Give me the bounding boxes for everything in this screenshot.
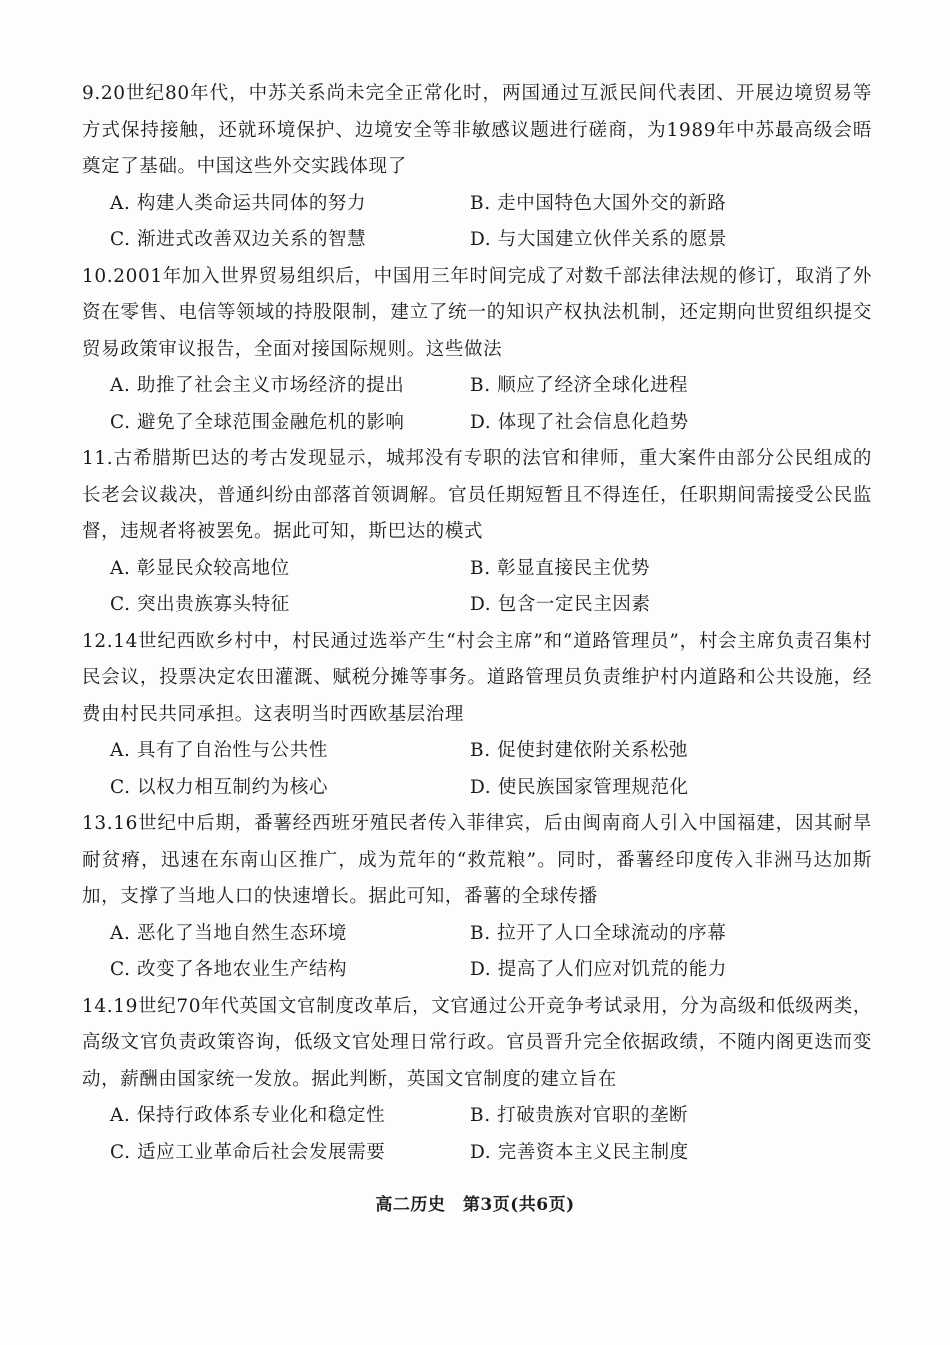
option-row: [110, 405, 872, 442]
question-stem: 13.16世纪中后期，番薯经西班牙殖民者传入菲律宾，后由闽南商人引入中国福建，因其耐旱耐贫瘠，迅速在东南山区推广，成为荒年的“救荒粮”。同时，番薯经印度传入非洲马达加斯加，支撑了当地人口的快速增长。据此可知，番薯的全球传播: [82, 813, 872, 907]
option-d: D. 完善资本主义民主制度: [470, 1141, 689, 1163]
question-stem: 10.2001年加入世界贸易组织后，中国用三年时间完成了对数千部法律法规的修订，取消了外资在零售、电信等领域的持股限制，建立了统一的知识产权执法机制，还定期向世贸组织提交贸易政策审议报告，全面对接国际规则。这些做法: [82, 265, 872, 360]
options: [110, 916, 872, 989]
option-d: D. 体现了社会信息化趋势: [470, 411, 689, 433]
question-stem: 14.19世纪70年代英国文官制度改革后，文官通过公开竞争考试录用，分为高级和低级两类，高级文官负责政策咨询，低级文官处理日常行政。官员晋升完全依据政绩，不随内阁更迭而变动，薪酬由国家统一发放。据此判断，英国文官制度的建立旨在: [82, 995, 872, 1090]
option-b: B. 走中国特色大国外交的新路: [470, 192, 727, 214]
option-row: [110, 733, 872, 770]
options: [110, 368, 872, 441]
option-d: D. 与大国建立伙伴关系的愿景: [470, 229, 727, 250]
option-c: C. 以权力相互制约为核心: [110, 776, 329, 798]
option-b: B. 打破贵族对官职的垄断: [470, 1105, 689, 1126]
question-12: [82, 624, 872, 807]
options: [110, 1098, 872, 1171]
page-footer: 高二历史 第3页(共6页): [375, 1195, 575, 1215]
options: [110, 551, 872, 624]
option-a: A. 保持行政体系专业化和稳定性: [110, 1105, 386, 1126]
question-stem: 9.20世纪80年代，中苏关系尚未完全正常化时，两国通过互派民间代表团、开展边境贸易等方式保持接触，还就环境保护、边境安全等非敏感议题进行磋商，为1989年中苏最高级会晤奠定了基础。中国这些外交实践体现了: [82, 83, 872, 177]
option-row: [110, 222, 872, 259]
option-a: A. 构建人类命运共同体的努力: [110, 192, 367, 214]
question-10: [82, 259, 872, 442]
option-row: [110, 186, 872, 223]
option-d: D. 提高了人们应对饥荒的能力: [470, 959, 727, 980]
option-b: B. 彰显直接民主优势: [470, 557, 650, 579]
option-a: A. 助推了社会主义市场经济的提出: [110, 375, 405, 396]
options: [110, 733, 872, 806]
question-stem: 11.古希腊斯巴达的考古发现显示，城邦没有专职的法官和律师，重大案件由部分公民组成的长老会议裁决，普通纠纷由部落首领调解。官员任期短暂且不得连任，任职期间需接受公民监督，违规者将被罢免。据此可知，斯巴达的模式: [82, 448, 872, 542]
option-c: C. 适应工业革命后社会发展需要: [110, 1141, 386, 1163]
option-row: [110, 952, 872, 989]
question-14: [82, 989, 872, 1172]
option-c: C. 渐进式改善双边关系的智慧: [110, 229, 367, 250]
options: [110, 186, 872, 259]
option-row: [110, 551, 872, 588]
option-row: [110, 587, 872, 624]
question-stem: 12.14世纪西欧乡村中，村民通过选举产生“村会主席”和“道路管理员”，村会主席负责召集村民会议，投票决定农田灌溉、赋税分摊等事务。道路管理员负责维护村内道路和公共设施，经费由村民共同承担。这表明当时西欧基层治理: [82, 630, 872, 725]
question-9: [82, 76, 872, 259]
option-row: [110, 916, 872, 953]
question-list: [82, 76, 872, 1171]
option-d: D. 使民族国家管理规范化: [470, 776, 689, 798]
question-11: [82, 441, 872, 624]
option-b: B. 拉开了人口全球流动的序幕: [470, 922, 727, 944]
option-row: [110, 770, 872, 807]
option-c: C. 避免了全球范围金融危机的影响: [110, 411, 405, 433]
option-d: D. 包含一定民主因素: [470, 594, 651, 615]
option-row: [110, 368, 872, 405]
option-c: C. 突出贵族寡头特征: [110, 594, 290, 615]
option-b: B. 促使封建依附关系松弛: [470, 740, 689, 761]
question-13: [82, 806, 872, 989]
option-a: A. 恶化了当地自然生态环境: [110, 922, 348, 944]
option-row: [110, 1135, 872, 1172]
option-b: B. 顺应了经济全球化进程: [470, 375, 689, 396]
option-row: [110, 1098, 872, 1135]
option-a: A. 彰显民众较高地位: [110, 557, 290, 579]
option-c: C. 改变了各地农业生产结构: [110, 959, 348, 980]
option-a: A. 具有了自治性与公共性: [110, 740, 328, 761]
